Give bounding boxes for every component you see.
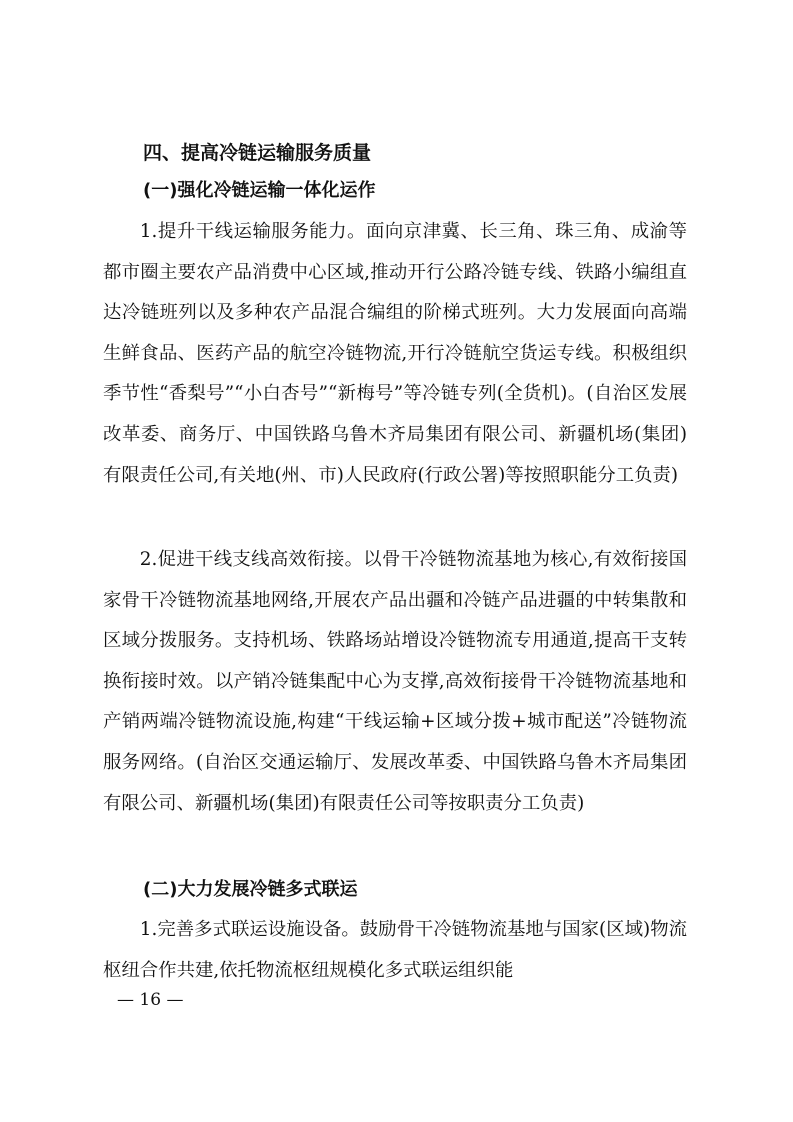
subsection-heading-2: (二)大力发展冷链多式联运: [143, 879, 358, 900]
section-heading: 四、提高冷链运输服务质量: [143, 142, 372, 164]
paragraph-trunk-transport: 1.提升干线运输服务能力。面向京津冀、长三角、珠三角、成渝等都市圈主要农产品消费中心区域,推动开行公路冷链专线、铁路小编组直达冷链班列以及多种农产品混合编组的阶梯式班列。大力发展面向高端生鲜食品、医药产品的航空冷链物流,开行冷链航空货运专线。积极组织季节性“香梨号”“小白杏号”“新梅号”等冷链专列(全货机)。(自治区发展改革委、商务厅、中国铁路乌鲁木齐局集团有限公司、新疆机场(集团)有限责任公司,有关地(州、市)人民政府(行政公署)等按照职能分工负责): [103, 221, 687, 486]
subsection-heading-1: (一)强化冷链运输一体化运作: [143, 180, 376, 201]
paragraph-multimodal-facilities: 1.完善多式联运设施设备。鼓励骨干冷链物流基地与国家(区域)物流枢纽合作共建,依托物流枢纽规模化多式联运组织能: [103, 919, 687, 981]
paragraph-trunk-branch-link: 2.促进干线支线高效衔接。以骨干冷链物流基地为核心,有效衔接国家骨干冷链物流基地网络,开展农产品出疆和冷链产品进疆的中转集散和区域分拨服务。支持机场、铁路场站增设冷链物流专用通道,提高干支转换衔接时效。以产销冷链集配中心为支撑,高效衔接骨干冷链物流基地和产销两端冷链物流设施,构建“干线运输+区域分拨+城市配送”冷链物流服务网络。(自治区交通运输厅、发展改革委、中国铁路乌鲁木齐局集团有限公司、新疆机场(集团)有限责任公司等按职责分工负责): [103, 549, 687, 814]
page-number: — 16 —: [117, 990, 184, 1010]
